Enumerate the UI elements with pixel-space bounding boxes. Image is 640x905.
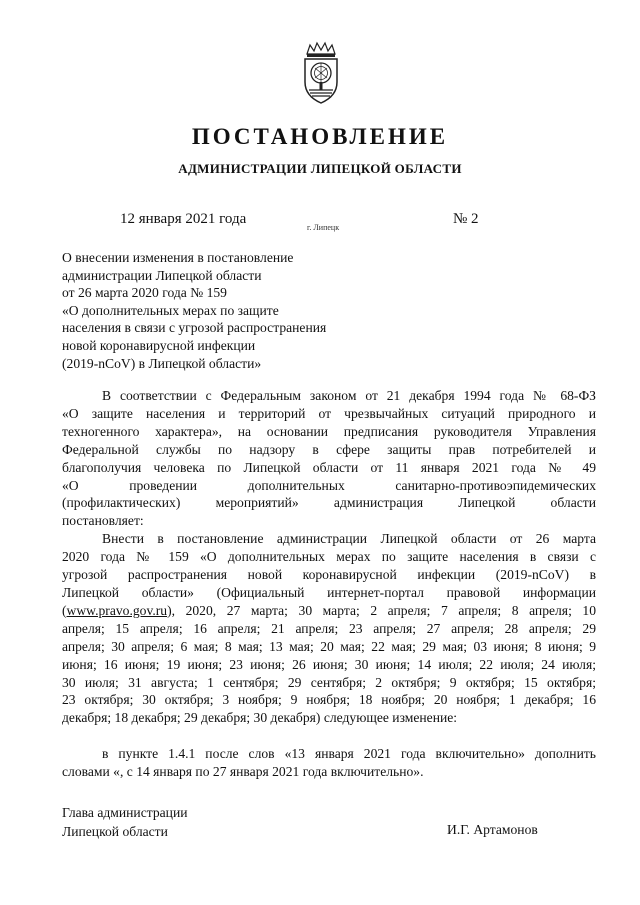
paren-open: ( [62, 602, 67, 618]
heading-line: новой коронавирусной инфекции [62, 337, 256, 353]
body-line: техногенного характера», на основании предписания руководителя Управления [62, 423, 596, 439]
coat-of-arms-icon [298, 40, 344, 106]
body-line: 2020 года № 159 «О дополнительных мерах по защите населения в связи с [62, 549, 596, 565]
document-city: г. Липецк [307, 223, 340, 232]
document-subtitle: АДМИНИСТРАЦИИ ЛИПЕЦКОЙ ОБЛАСТИ [178, 161, 462, 176]
document-title: ПОСТАНОВЛЕНИЕ [191, 124, 449, 149]
body-line: В соответствии с Федеральным законом от 21 декабря 1994 года № 68-ФЗ [102, 388, 596, 403]
signature-position-line: Глава администрации [62, 805, 188, 820]
body-line [62, 602, 596, 620]
heading-line: населения в связи с угрозой распространения [62, 320, 327, 336]
heading-line: О внесении изменения в постановление [62, 250, 294, 265]
body-line: июня; 16 июня; 19 июня; 23 июня; 26 июня; 30 июня; 14 июля; 22 июля; 24 июля; [62, 656, 596, 672]
heading-line: от 26 марта 2020 года № 159 [62, 285, 227, 301]
heading-line: «О дополнительных мерах по защите [62, 302, 279, 318]
signature-position-line: Липецкой области [62, 824, 168, 839]
body-line: (профилактических) мероприятий» администрация Липецкой области [62, 495, 596, 511]
body-line: 23 октября; 30 октября; 3 ноября; 9 ноября; 18 ноября; 20 ноября; 1 декабря; 16 [62, 692, 596, 708]
body-line: «О защите населения и территорий от чрезвычайных ситуаций природного и [62, 405, 596, 421]
document-heading [62, 249, 362, 372]
body-line: апреля; 30 апреля; 6 мая; 8 мая; 13 мая; 20 мая; 22 мая; 29 мая; 03 июня; 8 июня; 9 [62, 638, 596, 654]
body-line: апреля; 15 апреля; 16 апреля; 21 апреля; 23 апреля; 27 апреля; 28 апреля; 29 [62, 620, 596, 636]
body-line: словами «, с 14 января по 27 января 2021 года включительно». [62, 764, 424, 780]
body-line: 30 июля; 31 августа; 1 сентября; 29 сентября; 2 октября; 9 октября; 15 октября; [62, 674, 596, 690]
signature-position [62, 803, 188, 841]
signature-name: И.Г. Артамонов [447, 822, 538, 837]
heading-line: (2019-nCoV) в Липецкой области» [62, 355, 262, 371]
body-line: благополучия человека по Липецкой области от 11 января 2021 года № 49 [62, 459, 596, 475]
body-line: Внести в постановление администрации Липецкой области от 26 марта [102, 531, 596, 547]
body-line: постановляет: [62, 513, 144, 529]
body-line: Липецкой области» (Официальный интернет-портал правовой информации [62, 584, 596, 600]
body-line: угрозой распространения новой коронавирусной инфекции (2019-nCoV) в [62, 567, 596, 583]
document-body [62, 387, 596, 781]
pravo-link[interactable]: www.pravo.gov.ru [66, 602, 168, 618]
heading-line: администрации Липецкой области [62, 267, 262, 283]
body-text: ), 2020, 27 марта; 30 марта; 2 апреля; 7 апреля; 8 апреля; 10 [167, 602, 596, 618]
body-line: «О проведении дополнительных санитарно-противоэпидемических [62, 477, 596, 493]
paragraph-spacer [62, 727, 596, 745]
document-date: 12 января 2021 года [120, 211, 247, 227]
body-line: декабря; 18 декабря; 29 декабря; 30 декабря) следующее изменение: [62, 710, 458, 726]
body-line: Федеральной службы по надзору в сфере защиты прав потребителей и [62, 441, 596, 457]
body-line: в пункте 1.4.1 после слов «13 января 2021 года включительно» дополнить [102, 746, 596, 762]
document-number: № 2 [453, 211, 479, 227]
